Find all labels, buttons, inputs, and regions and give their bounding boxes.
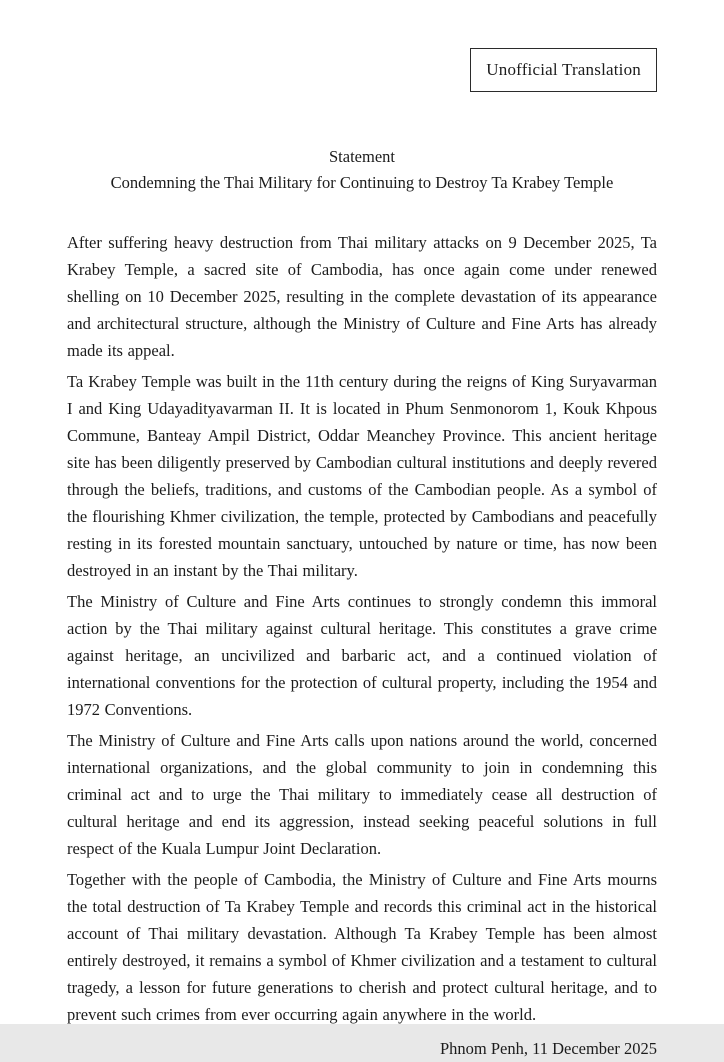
paragraph-5: Together with the people of Cambodia, the Ministry of Culture and Fine Arts mourns the total destruction of Ta Krabey Temple and records this criminal act in the historical account of Thai military devastation. Although Ta Krabey Temple has been almost entirely destroyed, it remains a symbol of Khmer civilization and a testament to cultural tragedy, a lesson for future generations to cherish and protect cultural heritage, and to prevent such crimes from ever occurring again anywhere in the world. [67,870,657,1024]
dateline: Phnom Penh, 11 December 2025 [439,1039,657,1058]
statement-body [67,229,657,1028]
document-title-line1: Statement [329,147,395,166]
paragraph-1: After suffering heavy destruction from Thai military attacks on 9 December 2025, Ta Krabey Temple, a sacred site of Cambodia, has once again come under renewed shelling on 10 December 2025, resulting in the complete devastation of its appearance and architectural structure, although the Ministry of Culture and Fine Arts has already made its appeal. [67,233,657,360]
unofficial-translation-badge: Unofficial Translation [470,48,657,92]
paragraph-2: Ta Krabey Temple was built in the 11th century during the reigns of King Suryavarman I and King Udayadityavarman II. It is located in Phum Senmonorom 1, Kouk Khpous Commune, Banteay Ampil District, Oddar Meanchey Province. This ancient heritage site has been diligently preserved by Cambodian cultural institutions and deeply revered through the beliefs, traditions, and customs of the Cambodian people. As a symbol of the flourishing Khmer civilization, the temple, protected by Cambodians and peacefully resting in its forested mountain sanctuary, untouched by nature or time, has now been destroyed in an instant by the Thai military. [67,372,657,580]
document-title [67,0,657,196]
paragraph-4: The Ministry of Culture and Fine Arts calls upon nations around the world, concerned international organizations, and the global community to join in condemning this criminal act and to urge the Thai military to immediately cease all destruction of cultural heritage and end its aggression, instead seeking peaceful solutions in full respect of the Kuala Lumpur Joint Declaration. [67,731,657,858]
document-title-line2: Condemning the Thai Military for Continuing to Destroy Ta Krabey Temple [110,173,614,192]
paragraph-3: The Ministry of Culture and Fine Arts continues to strongly condemn this immoral action by the Thai military against cultural heritage. This constitutes a grave crime against heritage, an uncivilized and barbaric act, and a continued violation of international conventions for the protection of cultural property, including the 1954 and 1972 Conventions. [67,592,657,719]
